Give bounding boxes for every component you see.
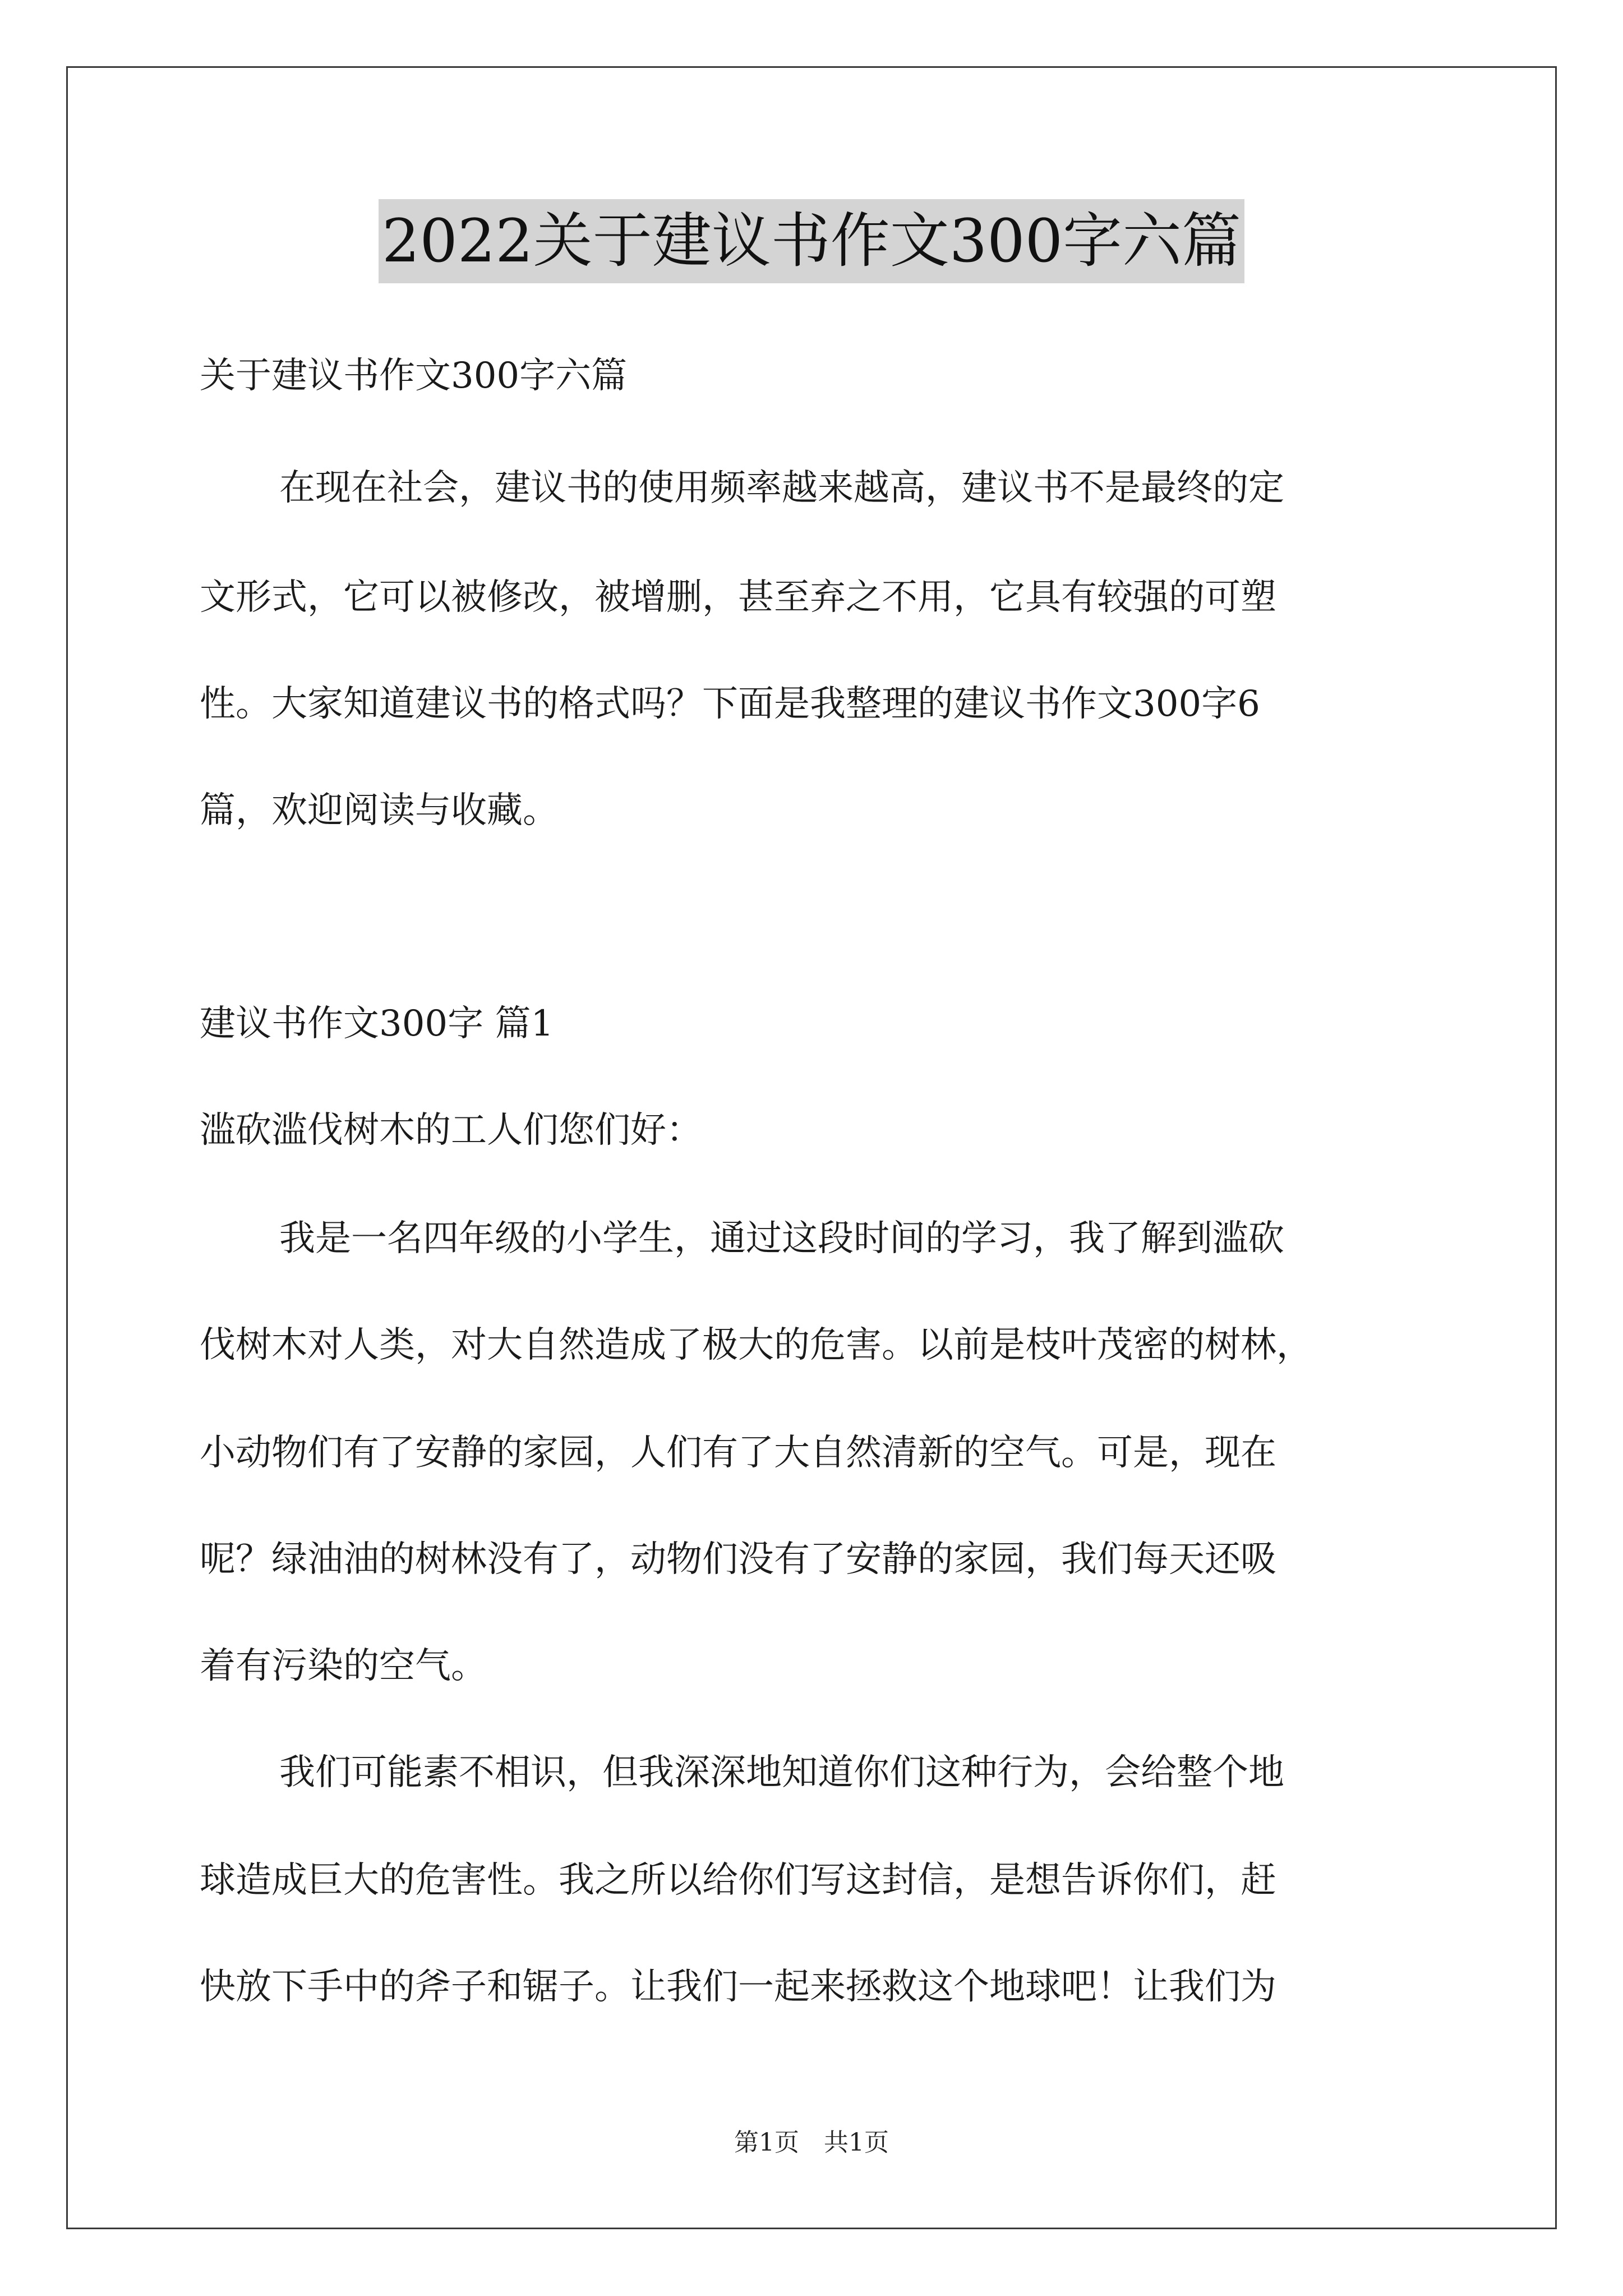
paragraph-line: 我是一名四年级的小学生，通过这段时间的学习，我了解到滥砍 (279, 1218, 1284, 1259)
page-count: 共1页 (824, 2128, 889, 2157)
title-block (0, 199, 1623, 283)
intro-line: 在现在社会，建议书的使用频率越来越高，建议书不是最终的定 (279, 467, 1284, 509)
page-footer (0, 2127, 1623, 2159)
document-title: 2022关于建议书作文300字六篇 (379, 199, 1244, 283)
intro-line: 性。大家知道建议书的格式吗？下面是我整理的建议书作文300字6 (200, 683, 1260, 725)
paragraph-line: 伐树木对人类，对大自然造成了极大的危害。以前是枝叶茂密的树林， (200, 1324, 1312, 1366)
paragraph-line: 球造成巨大的危害性。我之所以给你们写这封信，是想告诉你们，赶 (200, 1860, 1276, 1901)
paragraph-line: 快放下手中的斧子和锯子。让我们一起来拯救这个地球吧！让我们为 (200, 1966, 1276, 2008)
paragraph-line: 我们可能素不相识，但我深深地知道你们这种行为，会给整个地 (279, 1752, 1284, 1793)
page-number: 第1页 (734, 2128, 799, 2157)
intro-line: 文形式，它可以被修改，被增删，甚至弃之不用，它具有较强的可塑 (200, 577, 1276, 618)
paragraph-line: 小动物们有了安静的家园，人们有了大自然清新的空气。可是，现在 (200, 1432, 1276, 1474)
salutation: 滥砍滥伐树木的工人们您们好： (200, 1110, 702, 1151)
section-heading: 建议书作文300字 篇1 (200, 1003, 554, 1045)
document-subtitle: 关于建议书作文300字六篇 (200, 355, 628, 397)
paragraph-line: 着有污染的空气。 (200, 1645, 487, 1687)
paragraph-line: 呢？绿油油的树林没有了，动物们没有了安静的家园，我们每天还吸 (200, 1539, 1276, 1580)
intro-line: 篇，欢迎阅读与收藏。 (200, 790, 559, 831)
